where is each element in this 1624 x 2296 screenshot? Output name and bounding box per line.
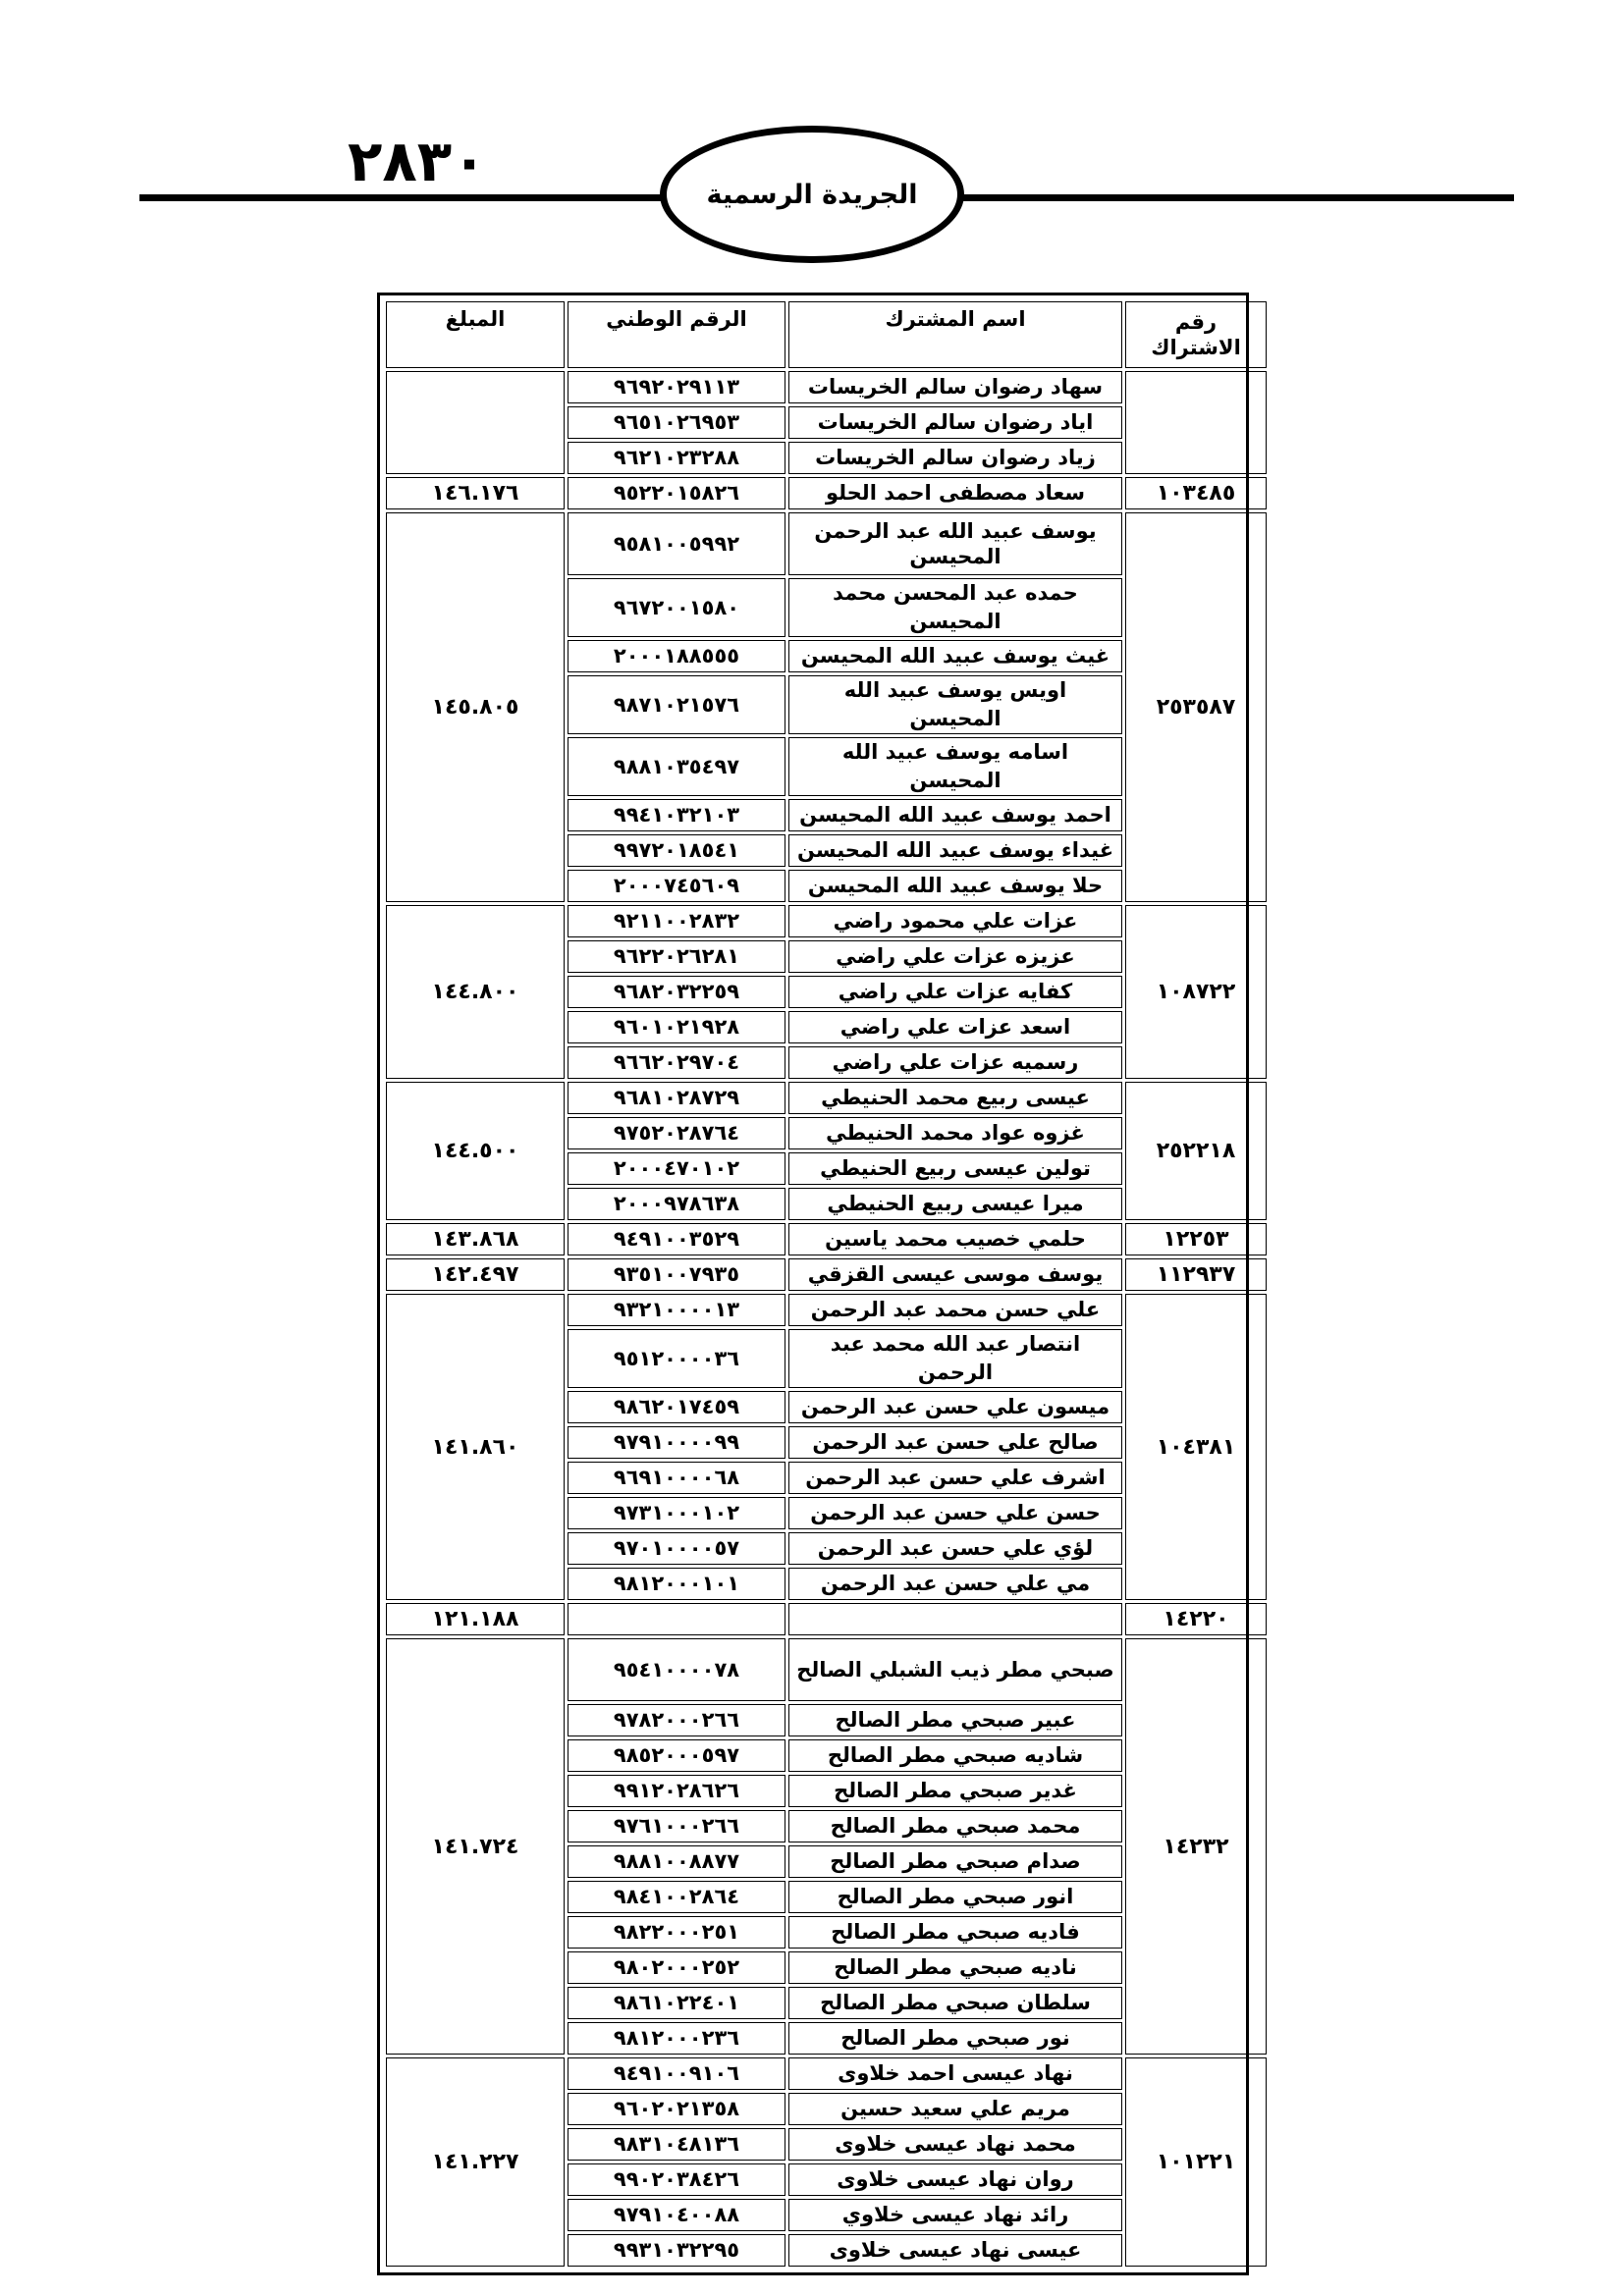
subscriber-name: حمده عبد المحسن محمد المحيسن — [788, 578, 1122, 637]
table-row — [386, 371, 1267, 403]
subscription-number: ١٠١٢٢١ — [1125, 2057, 1267, 2267]
subscriber-name: اشرف علي حسن عبد الرحمن — [788, 1462, 1122, 1494]
national-id: ٩٨٥٢٠٠٠٥٩٧ — [568, 1739, 785, 1772]
table-row — [386, 1258, 1267, 1291]
subscriber-name: صالح علي حسن عبد الرحمن — [788, 1426, 1122, 1459]
national-id: ٩٦٦٢٠٢٩٧٠٤ — [568, 1046, 785, 1079]
table-body — [386, 371, 1267, 2267]
national-id: ٩٨٤١٠٠٢٨٦٤ — [568, 1881, 785, 1913]
subscriber-name: رسميه عزات علي راضي — [788, 1046, 1122, 1079]
subscriber-name: محمد نهاد عيسى خلاوى — [788, 2128, 1122, 2161]
national-id: ٩٧٩١٠٤٠٠٨٨ — [568, 2199, 785, 2231]
subscriber-name: فاديه صبحي مطر الصالح — [788, 1916, 1122, 1949]
subscriber-name: سلطان صبحي مطر الصالح — [788, 1987, 1122, 2019]
national-id: ٩٩٧٢٠١٨٥٤١ — [568, 834, 785, 867]
national-id: ٩٤٩١٠٠٣٥٢٩ — [568, 1223, 785, 1255]
subscriber-name: رائد نهاد عيسى خلاوي — [788, 2199, 1122, 2231]
subscription-number: ١١٢٩٣٧ — [1125, 1258, 1267, 1291]
national-id: ٩٩٣١٠٣٢٢٩٥ — [568, 2234, 785, 2267]
subscriber-name: ميسون علي حسن عبد الرحمن — [788, 1391, 1122, 1423]
national-id: ٩٦٨١٠٢٨٧٢٩ — [568, 1082, 785, 1114]
national-id: ٩٦٩٢٠٢٩١١٣ — [568, 371, 785, 403]
national-id: ٩٨٦٢٠١٧٤٥٩ — [568, 1391, 785, 1423]
table-row — [386, 1294, 1267, 1326]
subscriber-name: زياد رضوان سالم الخريسات — [788, 442, 1122, 474]
header-subscription: رقم الاشتراك — [1125, 301, 1267, 368]
national-id: ٩٥٨١٠٠٥٩٩٢ — [568, 512, 785, 575]
subscription-number: ١٤٢٣٢ — [1125, 1638, 1267, 2055]
national-id: ٩٧٥٢٠٢٨٧٦٤ — [568, 1117, 785, 1149]
national-id: ٩٥٤١٠٠٠٠٧٨ — [568, 1638, 785, 1701]
amount: ١٢١.١٨٨ — [386, 1603, 565, 1635]
amount — [386, 371, 565, 474]
subscriber-name: شاديه صبحي مطر الصالح — [788, 1739, 1122, 1772]
national-id: ٩٩١٢٠٢٨٦٢٦ — [568, 1775, 785, 1807]
subscriber-name: عزيزه عزات علي راضي — [788, 940, 1122, 973]
subscriber-name: عبير صبحي مطر الصالح — [788, 1704, 1122, 1736]
national-id: ٩٦٩١٠٠٠٠٦٨ — [568, 1462, 785, 1494]
table-row — [386, 1082, 1267, 1114]
subscriber-name — [788, 1603, 1122, 1635]
national-id: ٩٨١٢٠٠٠٢٣٦ — [568, 2022, 785, 2055]
national-id: ٩٧٨٢٠٠٠٢٦٦ — [568, 1704, 785, 1736]
table-row — [386, 1638, 1267, 1701]
table-row — [386, 1223, 1267, 1255]
amount: ١٤٦.١٧٦ — [386, 477, 565, 509]
subscriber-name: مريم علي سعيد حسين — [788, 2093, 1122, 2125]
national-id: ٩٦٥١٠٢٦٩٥٣ — [568, 406, 785, 439]
national-id: ٩٧٠١٠٠٠٠٥٧ — [568, 1532, 785, 1565]
subscriber-name: لؤي علي حسن عبد الرحمن — [788, 1532, 1122, 1565]
subscriber-name: انور صبحي مطر الصالح — [788, 1881, 1122, 1913]
subscriber-name: مي علي حسن عبد الرحمن — [788, 1568, 1122, 1600]
national-id: ٩٨٢٢٠٠٠٢٥١ — [568, 1916, 785, 1949]
subscriber-name: صبحي مطر ذيب الشبلي الصالح — [788, 1638, 1122, 1701]
amount: ١٤٥.٨٠٥ — [386, 512, 565, 902]
subscriber-name: اويس يوسف عبيد الله المحيسن — [788, 675, 1122, 734]
national-id: ٩٩٤١٠٣٢١٠٣ — [568, 799, 785, 831]
table-row — [386, 2057, 1267, 2090]
national-id: ٩٥١٢٠٠٠٠٣٦ — [568, 1329, 785, 1388]
national-id: ٢٠٠٠٩٧٨٦٣٨ — [568, 1188, 785, 1220]
national-id: ٩٦٢١٠٢٣٢٨٨ — [568, 442, 785, 474]
national-id: ٩٦٢٢٠٢٦٢٨١ — [568, 940, 785, 973]
subscriber-name: غدير صبحي مطر الصالح — [788, 1775, 1122, 1807]
subscriber-name: حسن علي حسن عبد الرحمن — [788, 1497, 1122, 1529]
subscription-number: ٢٥٢٢١٨ — [1125, 1082, 1267, 1220]
national-id: ٩٣٢١٠٠٠٠١٣ — [568, 1294, 785, 1326]
amount: ١٤١.٢٢٧ — [386, 2057, 565, 2267]
national-id: ٩٨١٢٠٠٠١٠١ — [568, 1568, 785, 1600]
subscriber-name: يوسف عبيد الله عبد الرحمن المحيسن — [788, 512, 1122, 575]
subscription-number: ١٤٢٢٠ — [1125, 1603, 1267, 1635]
header-national-id: الرقم الوطني — [568, 301, 785, 368]
subscribers-table — [383, 298, 1270, 2269]
national-id: ٩٨٧١٠٢١٥٧٦ — [568, 675, 785, 734]
table-header-row — [386, 301, 1267, 368]
subscriber-name: يوسف موسى عيسى القزقي — [788, 1258, 1122, 1291]
national-id: ٩٨٨١٠٣٥٤٩٧ — [568, 737, 785, 796]
amount: ١٤٣.٨٦٨ — [386, 1223, 565, 1255]
national-id: ٩٨٠٢٠٠٠٢٥٢ — [568, 1951, 785, 1984]
amount: ١٤٤.٨٠٠ — [386, 905, 565, 1079]
national-id: ٩٨٣١٠٤٨١٣٦ — [568, 2128, 785, 2161]
subscriber-name: تولين عيسى ربيع الحنيطي — [788, 1152, 1122, 1185]
national-id: ٩٧٦١٠٠٠٢٦٦ — [568, 1810, 785, 1842]
subscriber-name: سهاد رضوان سالم الخريسات — [788, 371, 1122, 403]
subscribers-table-frame — [377, 293, 1249, 2275]
national-id: ٩٨٦١٠٢٢٤٠١ — [568, 1987, 785, 2019]
subscriber-name: علي حسن محمد عبد الرحمن — [788, 1294, 1122, 1326]
header-amount: المبلغ — [386, 301, 565, 368]
national-id: ٩٨٨١٠٠٨٨٧٧ — [568, 1845, 785, 1878]
national-id: ٩٦٨٢٠٣٢٢٥٩ — [568, 976, 785, 1008]
gazette-title: الجريدة الرسمية — [706, 179, 918, 210]
table-row — [386, 905, 1267, 937]
subscriber-name: عيسى نهاد عيسى خلاوى — [788, 2234, 1122, 2267]
subscriber-name: غزوه عواد محمد الحنيطي — [788, 1117, 1122, 1149]
amount: ١٤١.٨٦٠ — [386, 1294, 565, 1600]
subscriber-name: ناديه صبحي مطر الصالح — [788, 1951, 1122, 1984]
table-row — [386, 1603, 1267, 1635]
subscriber-name: سعاد مصطفى احمد الحلو — [788, 477, 1122, 509]
subscriber-name: حلمي خصيب محمد ياسين — [788, 1223, 1122, 1255]
subscriber-name: احمد يوسف عبيد الله المحيسن — [788, 799, 1122, 831]
subscription-number: ١٢٢٥٣ — [1125, 1223, 1267, 1255]
subscriber-name: عزات علي محمود راضي — [788, 905, 1122, 937]
amount: ١٤٢.٤٩٧ — [386, 1258, 565, 1291]
national-id: ٢٠٠٠٧٤٥٦٠٩ — [568, 870, 785, 902]
subscriber-name: عيسى ربيع محمد الحنيطي — [788, 1082, 1122, 1114]
subscriber-name: اياد رضوان سالم الخريسات — [788, 406, 1122, 439]
national-id: ٩٦٠١٠٢١٩٢٨ — [568, 1011, 785, 1043]
national-id: ٩٢١١٠٠٢٨٣٢ — [568, 905, 785, 937]
subscriber-name: كفايه عزات علي راضي — [788, 976, 1122, 1008]
subscriber-name: اسعد عزات علي راضي — [788, 1011, 1122, 1043]
subscription-number: ١٠٣٤٨٥ — [1125, 477, 1267, 509]
gazette-title-oval — [660, 126, 964, 263]
national-id: ٩٦٠٢٠٢١٣٥٨ — [568, 2093, 785, 2125]
national-id: ٢٠٠٠١٨٨٥٥٥ — [568, 640, 785, 672]
national-id: ٩٣٥١٠٠٧٩٣٥ — [568, 1258, 785, 1291]
subscription-number: ٢٥٣٥٨٧ — [1125, 512, 1267, 902]
subscriber-name: نهاد عيسى احمد خلاوى — [788, 2057, 1122, 2090]
subscriber-name: اسامه يوسف عبيد الله المحيسن — [788, 737, 1122, 796]
page-number: ٢٨٣٠ — [348, 128, 487, 194]
subscription-number — [1125, 371, 1267, 474]
subscription-number: ١٠٨٧٢٢ — [1125, 905, 1267, 1079]
amount: ١٤١.٧٢٤ — [386, 1638, 565, 2055]
subscription-number: ١٠٤٣٨١ — [1125, 1294, 1267, 1600]
table-row — [386, 512, 1267, 575]
national-id: ٩٤٩١٠٠٩١٠٦ — [568, 2057, 785, 2090]
national-id: ٢٠٠٠٤٧٠١٠٢ — [568, 1152, 785, 1185]
national-id: ٩٦٧٢٠٠١٥٨٠ — [568, 578, 785, 637]
subscriber-name: محمد صبحي مطر الصالح — [788, 1810, 1122, 1842]
national-id: ٩٧٩١٠٠٠٠٩٩ — [568, 1426, 785, 1459]
national-id — [568, 1603, 785, 1635]
subscriber-name: ميرا عيسى ربيع الحنيطي — [788, 1188, 1122, 1220]
subscriber-name: انتصار عبد الله محمد عبد الرحمن — [788, 1329, 1122, 1388]
amount: ١٤٤.٥٠٠ — [386, 1082, 565, 1220]
national-id: ٩٩٠٢٠٣٨٤٢٦ — [568, 2163, 785, 2196]
subscriber-name: روان نهاد عيسى خلاوى — [788, 2163, 1122, 2196]
table-row — [386, 477, 1267, 509]
subscriber-name: غيث يوسف عبيد الله المحيسن — [788, 640, 1122, 672]
header-name: اسم المشترك — [788, 301, 1122, 368]
subscriber-name: حلا يوسف عبيد الله المحيسن — [788, 870, 1122, 902]
subscriber-name: نور صبحي مطر الصالح — [788, 2022, 1122, 2055]
subscriber-name: صدام صبحي مطر الصالح — [788, 1845, 1122, 1878]
national-id: ٩٥٢٢٠١٥٨٢٦ — [568, 477, 785, 509]
national-id: ٩٧٣١٠٠٠١٠٢ — [568, 1497, 785, 1529]
subscriber-name: غيداء يوسف عبيد الله المحيسن — [788, 834, 1122, 867]
